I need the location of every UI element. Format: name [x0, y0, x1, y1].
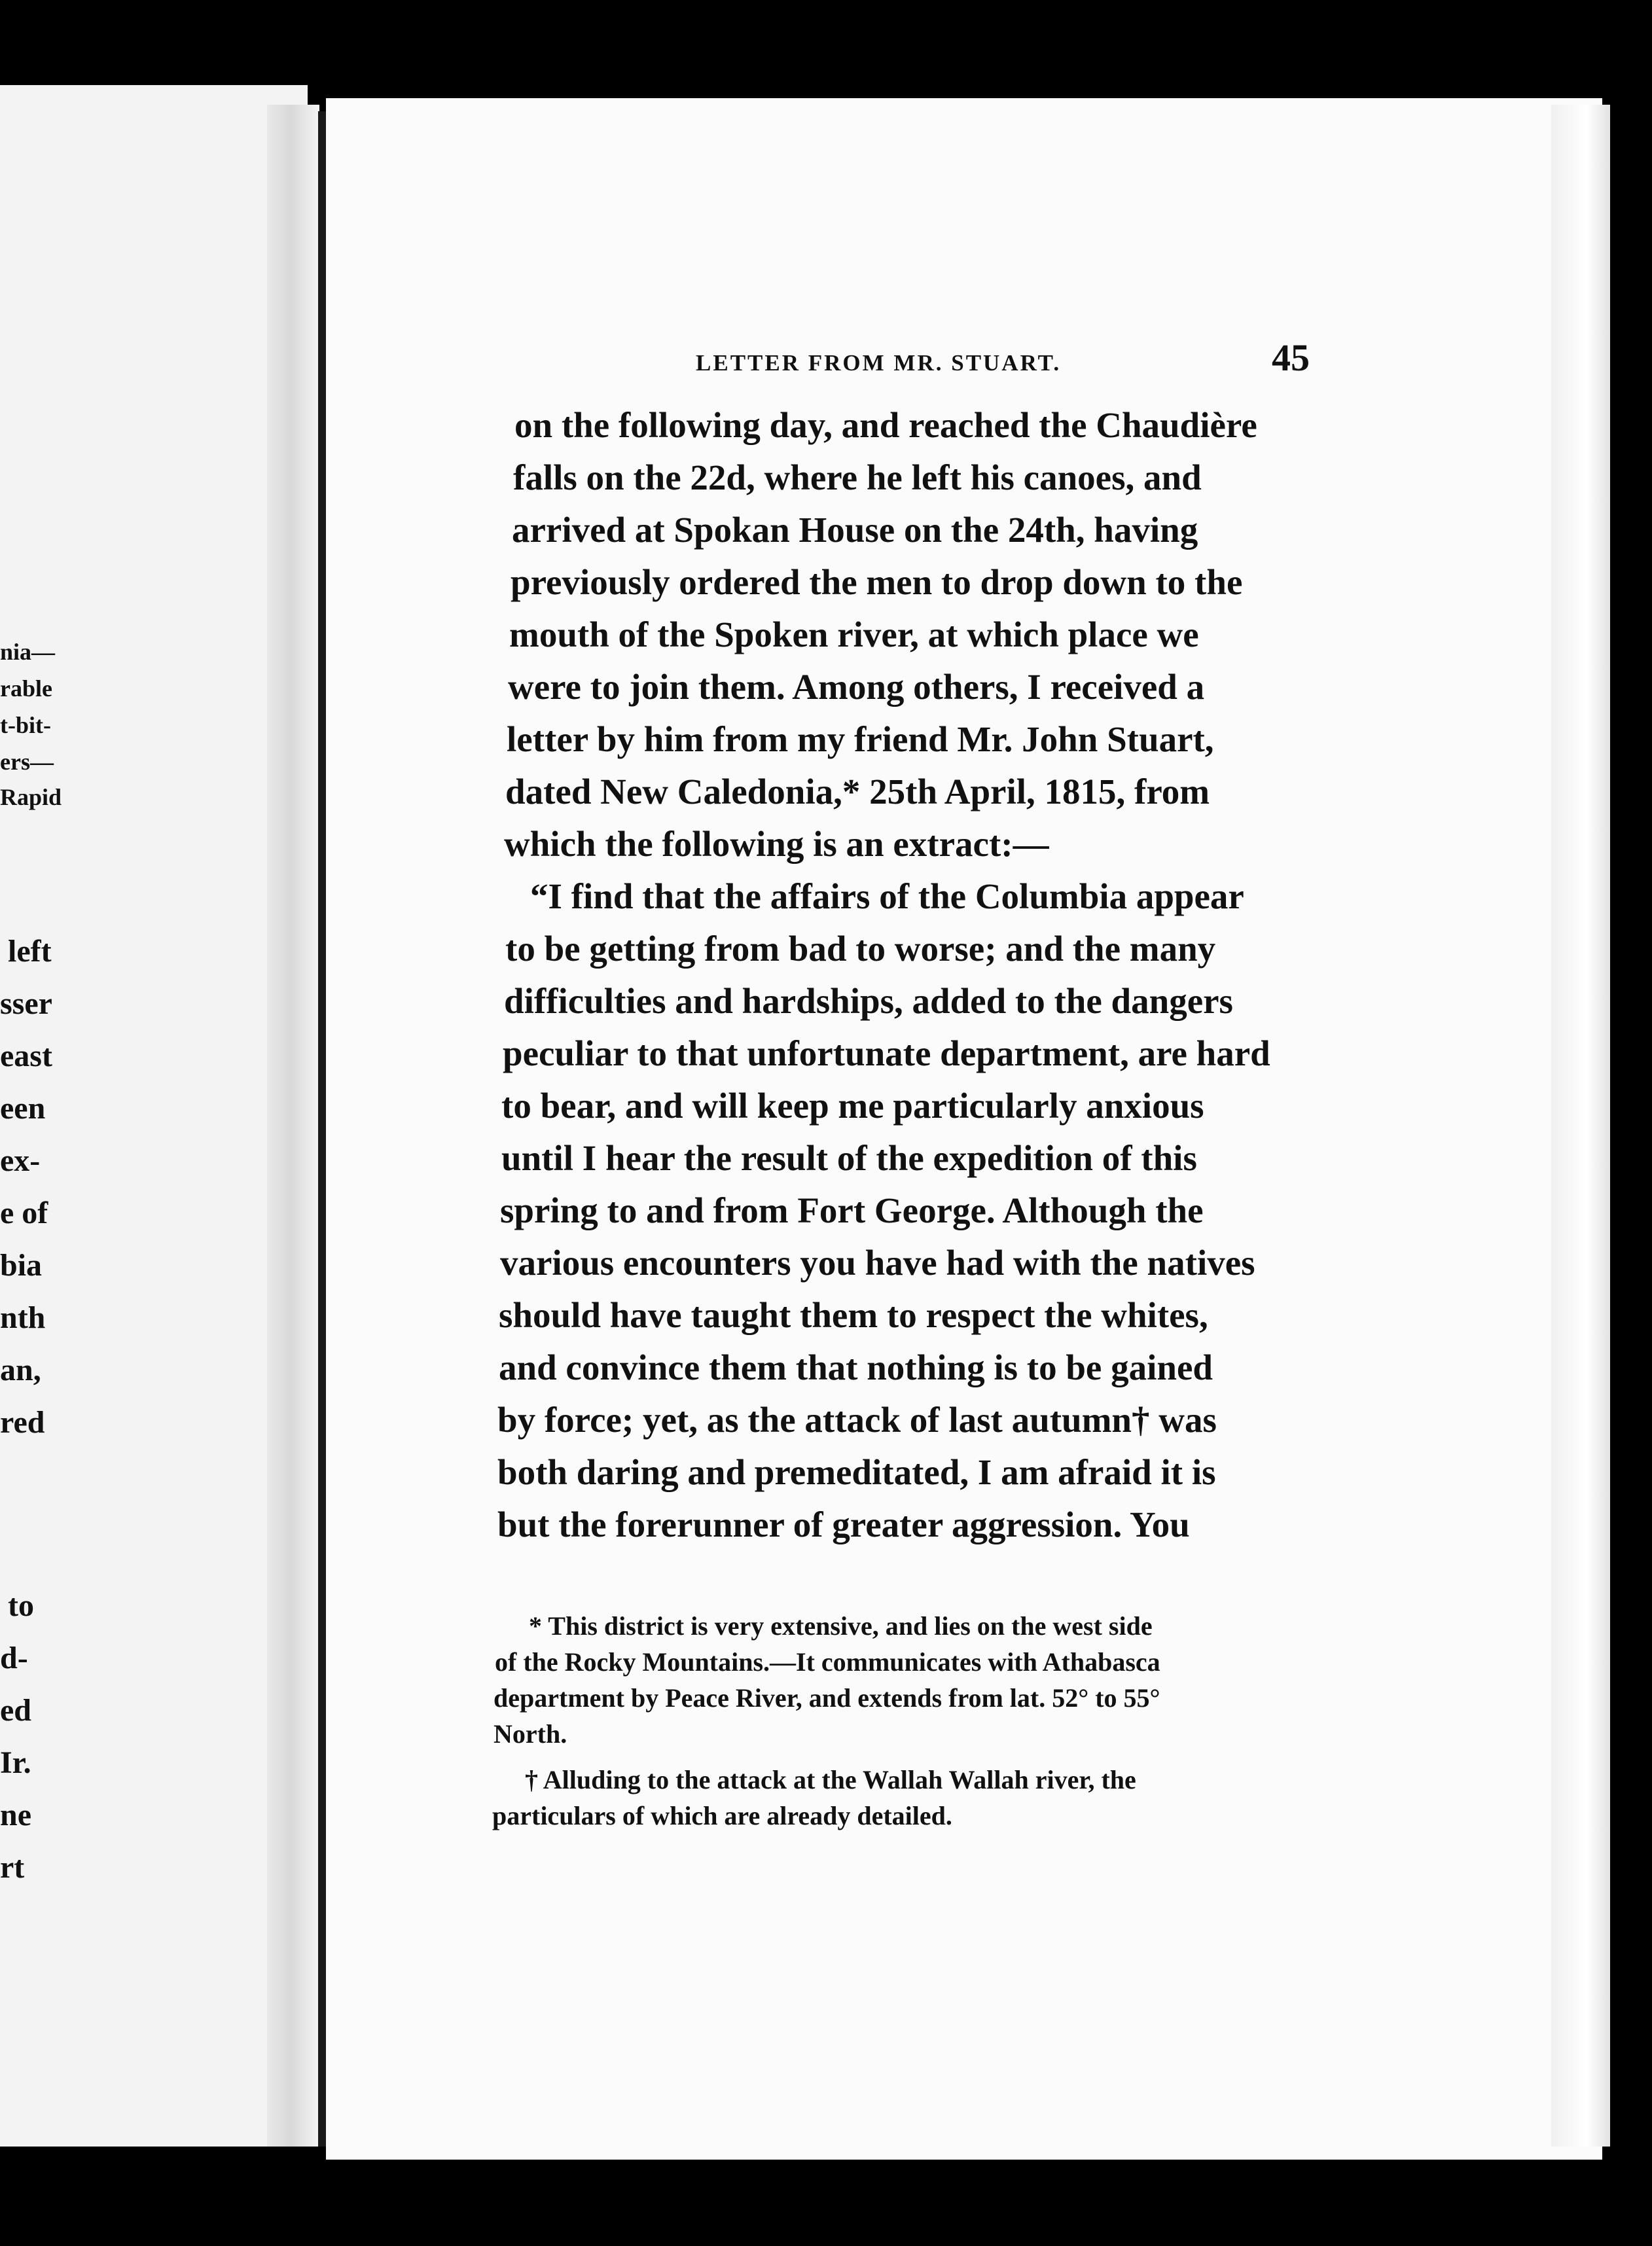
body-line: should have taught them to respect the whites,	[499, 1295, 1208, 1335]
body-line: and convince them that nothing is to be gained	[499, 1347, 1213, 1387]
left-text-fragment: sser	[0, 986, 52, 1021]
left-text-fragment: left	[8, 934, 52, 969]
body-line: “I find that the affairs of the Columbia appear	[530, 876, 1244, 916]
page-header	[696, 336, 1310, 380]
footnote-line: particulars of which are already detailed.	[492, 1801, 952, 1830]
left-margin-fragment: rable	[0, 675, 52, 702]
body-line: peculiar to that unfortunate department, are hard	[503, 1033, 1270, 1073]
left-text-fragment: d-	[0, 1641, 28, 1675]
running-head: LETTER FROM MR. STUART.	[696, 350, 1062, 376]
left-margin-fragment: t-bit-	[0, 712, 51, 738]
body-line: falls on the 22d, where he left his canoes, and	[513, 457, 1202, 497]
left-text-fragment: ex-	[0, 1143, 41, 1178]
body-line: on the following day, and reached the Chaudière	[514, 405, 1257, 445]
left-text-fragment: ed	[0, 1693, 31, 1728]
body-line: to be getting from bad to worse; and the many	[505, 929, 1216, 969]
body-line: letter by him from my friend Mr. John Stuart,	[507, 719, 1214, 759]
body-line: by force; yet, as the attack of last autumn† was	[497, 1400, 1217, 1440]
body-line: to bear, and will keep me particularly anxious	[501, 1086, 1204, 1126]
footnote-line: * This district is very extensive, and lies on the west side	[529, 1611, 1153, 1641]
left-text-fragment: bia	[0, 1248, 43, 1283]
left-margin-fragment: ers—	[0, 749, 54, 775]
body-line: various encounters you have had with the natives	[500, 1243, 1255, 1283]
left-text-fragment: to	[8, 1588, 34, 1623]
body-line: which the following is an extract:—	[504, 824, 1049, 864]
left-page	[0, 85, 308, 2147]
body-line: mouth of the Spoken river, at which place we	[509, 615, 1199, 654]
body-line: until I hear the result of the expedition of this	[501, 1138, 1197, 1178]
body-line: previously ordered the men to drop down to the	[511, 562, 1243, 602]
left-text-fragment: east	[0, 1039, 52, 1073]
left-text-fragment: an,	[0, 1353, 41, 1387]
left-margin-fragment: Rapid	[0, 784, 62, 810]
body-line: both daring and premeditated, I am afraid it is	[497, 1452, 1216, 1492]
page-number: 45	[1272, 336, 1310, 379]
left-text-fragment: e of	[0, 1196, 48, 1230]
body-line: spring to and from Fort George. Although the	[500, 1190, 1204, 1230]
footnote-line: department by Peace River, and extends from lat. 52° to 55°	[494, 1683, 1160, 1713]
left-text-fragment: rt	[0, 1850, 25, 1885]
left-text-fragment: een	[0, 1091, 46, 1126]
footnote-line: † Alluding to the attack at the Wallah Wallah river, the	[525, 1765, 1136, 1794]
left-text-fragment: red	[0, 1405, 45, 1440]
body-line: difficulties and hardships, added to the dangers	[504, 981, 1233, 1021]
body-line: dated New Caledonia,* 25th April, 1815, from	[505, 772, 1210, 811]
page-edge	[1551, 105, 1610, 2147]
body-line: but the forerunner of greater aggression. You	[497, 1505, 1190, 1544]
body-line: were to join them. Among others, I received a	[508, 667, 1205, 707]
left-text-fragment: nth	[0, 1300, 46, 1335]
left-margin-fragment: nia—	[0, 639, 56, 665]
footnote-line: North.	[494, 1719, 567, 1749]
left-text-fragment: ne	[0, 1798, 31, 1832]
footnote-line: of the Rocky Mountains.—It communicates with Athabasca	[495, 1647, 1160, 1677]
body-line: arrived at Spokan House on the 24th, having	[512, 510, 1198, 550]
left-text-fragment: Ir.	[0, 1745, 31, 1780]
book-gutter	[267, 105, 319, 2147]
